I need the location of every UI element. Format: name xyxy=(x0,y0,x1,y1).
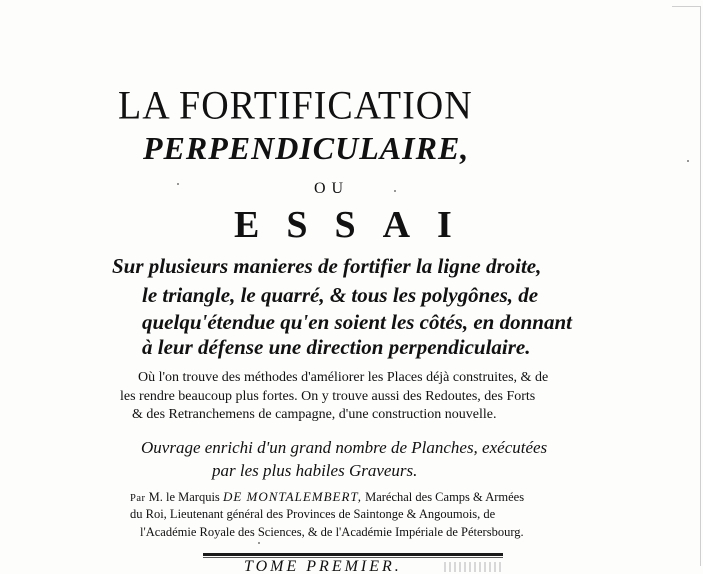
author-line-1 xyxy=(130,489,524,505)
work-note-line: Ouvrage enrichi d'un grand nombre de Planches, exécutées xyxy=(141,438,548,457)
author-rank: Maréchal des Camps & Armées xyxy=(365,490,525,504)
subtitle-line: Sur plusieurs manieres de fortifier la ligne droite, xyxy=(112,254,542,278)
library-stamp xyxy=(444,562,502,572)
paper-speck xyxy=(177,183,179,185)
paper-speck xyxy=(394,190,396,192)
page-edge-right xyxy=(700,6,701,566)
author-name: DE MONTALEMBERT, xyxy=(222,489,362,504)
title-conjunction: OU xyxy=(314,180,350,197)
page-edge-top xyxy=(672,6,700,7)
subtitle-line: quelqu'étendue qu'en soient les côtés, en donnant xyxy=(142,310,572,334)
paper-speck xyxy=(687,160,689,162)
volume-label: TOME PREMIER. xyxy=(244,558,402,574)
ornamental-rule xyxy=(203,553,503,556)
author-prefix: Par xyxy=(130,493,146,504)
title-line-1: LA FORTIFICATION xyxy=(118,83,473,129)
title-line-3: ESSAI xyxy=(234,204,479,246)
description-line: Où l'on trouve des méthodes d'améliorer les Places déjà construites, & de xyxy=(138,370,549,385)
subtitle-line: le triangle, le quarré, & tous les polygônes, de xyxy=(142,283,539,307)
work-note-line: par les plus habiles Graveurs. xyxy=(212,461,418,480)
author-line-2: du Roi, Lieutenant général des Provinces de Saintonge & Angoumois, de xyxy=(130,507,496,521)
subtitle-line: à leur défense une direction perpendiculaire. xyxy=(142,335,531,359)
author-line-3: l'Académie Royale des Sciences, & de l'Académie Impériale de Pétersbourg. xyxy=(140,525,524,539)
paper-speck xyxy=(258,542,260,544)
title-line-2: PERPENDICULAIRE, xyxy=(143,130,470,166)
description-line: & des Retranchemens de campagne, d'une construction nouvelle. xyxy=(132,407,497,422)
description-line: les rendre beaucoup plus fortes. On y trouve aussi des Redoutes, des Forts xyxy=(120,389,536,404)
author-title: M. le Marquis xyxy=(148,490,220,504)
